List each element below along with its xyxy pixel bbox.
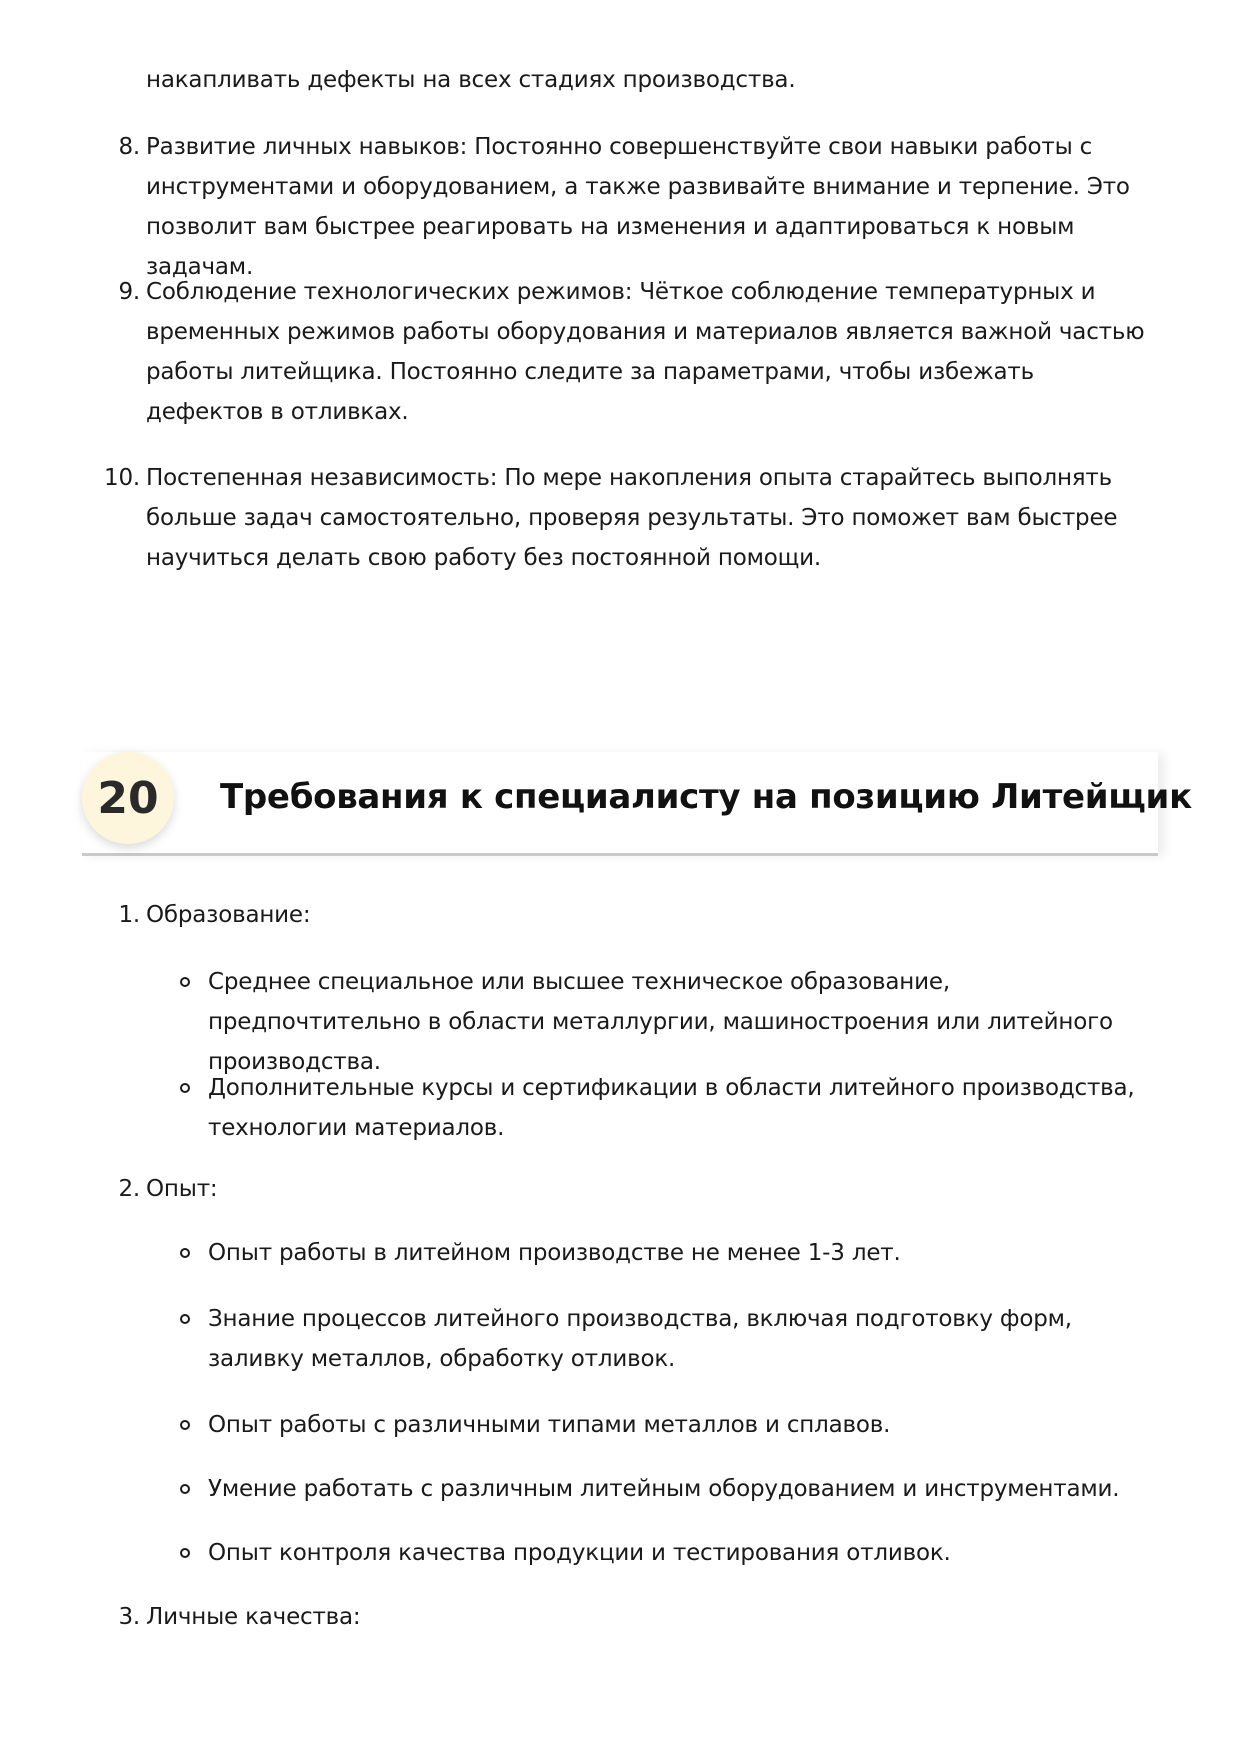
sub-list-item-text: Знание процессов литейного производства, включая подготовку форм, заливку металлов, обработку отливок. (208, 1306, 1072, 1372)
sub-list-item-text: Дополнительные курсы и сертификации в области литейного производства, технологии материалов. (208, 1075, 1135, 1141)
requirement-number: 1. (118, 902, 140, 928)
sub-list-item-text: Среднее специальное или высшее техническое образование, предпочтительно в области металлургии, машиностроения или литейного производства. (208, 969, 1113, 1075)
circle-bullet-icon (180, 1484, 190, 1494)
list-item-number: 10. (104, 465, 140, 491)
circle-bullet-icon (180, 1548, 190, 1558)
requirement-number: 3. (118, 1604, 140, 1630)
circle-bullet-icon (180, 1083, 190, 1093)
section-title: Требования к специалисту на позицию Литейщик (220, 777, 1192, 817)
sub-list-item-text: Умение работать с различным литейным оборудованием и инструментами. (208, 1476, 1120, 1502)
list-item-continuation: накапливать дефекты на всех стадиях производства. (146, 67, 796, 93)
requirement-label: Опыт: (146, 1176, 218, 1202)
list-item-number: 8. (118, 134, 140, 160)
circle-bullet-icon (180, 977, 190, 987)
circle-bullet-icon (180, 1248, 190, 1258)
circle-bullet-icon (180, 1314, 190, 1324)
list-item-text: Соблюдение технологических режимов: Чёткое соблюдение температурных и временных режимов работы оборудования и материалов является важной частью работы литейщика. Постоянно следите за параметрами, чтобы избежать дефектов в отливках. (146, 279, 1145, 425)
sub-list-item-text: Опыт работы с различными типами металлов и сплавов. (208, 1412, 891, 1438)
sub-list-item-text: Опыт контроля качества продукции и тестирования отливок. (208, 1540, 951, 1566)
section-number-badge: 20 (82, 752, 174, 844)
requirement-label: Личные качества: (146, 1604, 361, 1630)
sub-list-item-text: Опыт работы в литейном производстве не менее 1-3 лет. (208, 1240, 901, 1266)
requirement-number: 2. (118, 1176, 140, 1202)
list-item-text: Развитие личных навыков: Постоянно совершенствуйте свои навыки работы с инструментами и оборудованием, а также развивайте внимание и терпение. Это позволит вам быстрее реагировать на изменения и адаптироваться к новым задачам. (146, 134, 1130, 280)
requirement-label: Образование: (146, 902, 311, 928)
list-item-number: 9. (118, 279, 140, 305)
section-header (82, 752, 1192, 856)
circle-bullet-icon (180, 1420, 190, 1430)
section-divider (82, 853, 1158, 856)
list-item-text: Постепенная независимость: По мере накопления опыта старайтесь выполнять больше задач самостоятельно, проверяя результаты. Это поможет вам быстрее научиться делать свою работу без постоянной помощи. (146, 465, 1118, 571)
